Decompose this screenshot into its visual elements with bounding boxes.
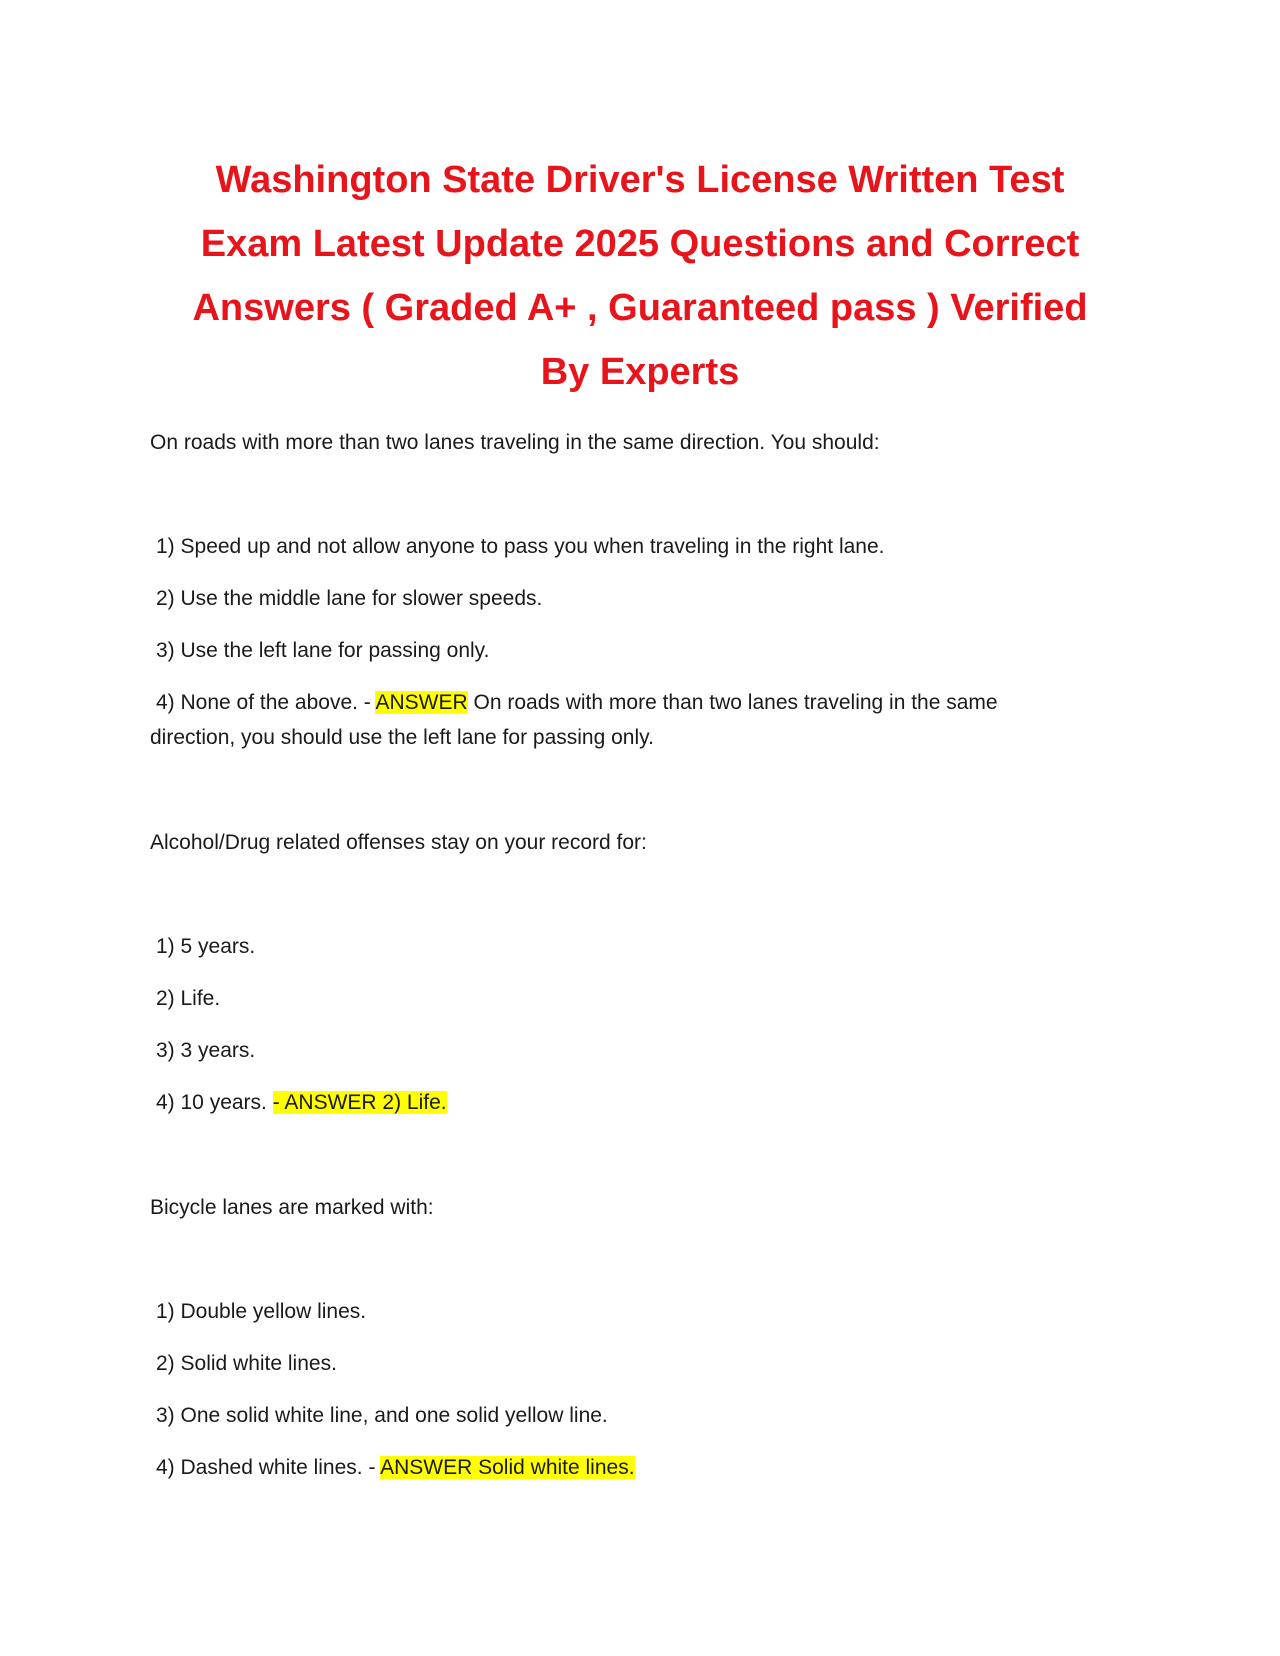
question-1-option-1: 1) Speed up and not allow anyone to pass you when traveling in the right lane.	[156, 535, 885, 558]
question-2-text: Alcohol/Drug related offenses stay on your record for:	[150, 831, 647, 854]
question-2-option-1: 1) 5 years.	[156, 935, 256, 958]
title-line-1: Washington State Driver's License Written Test	[215, 159, 1065, 201]
question-3-option-4-text: 4) Dashed white lines. -	[156, 1456, 381, 1479]
question-2-answer: - ANSWER 2) Life.	[272, 1091, 447, 1114]
question-1-answer-text: On roads with more than two lanes traveling in the same	[467, 691, 998, 714]
question-1-answer-label: ANSWER	[375, 691, 468, 714]
question-3-answer: ANSWER Solid white lines.	[380, 1456, 635, 1479]
question-1-text: On roads with more than two lanes traveling in the same direction. You should:	[150, 431, 880, 454]
question-1-answer-continuation: direction, you should use the left lane for passing only.	[150, 726, 654, 749]
question-3-option-1: 1) Double yellow lines.	[156, 1300, 367, 1323]
question-3-option-4	[156, 1450, 635, 1485]
question-3-option-3: 3) One solid white line, and one solid yellow line.	[156, 1404, 608, 1427]
title-line-2: Exam Latest Update 2025 Questions and Correct	[200, 223, 1080, 265]
question-2-option-3: 3) 3 years.	[156, 1039, 256, 1062]
question-1-option-3: 3) Use the left lane for passing only.	[156, 639, 490, 662]
title-line-4: By Experts	[540, 351, 740, 393]
question-2-option-4-text: 4) 10 years.	[156, 1091, 273, 1114]
document-title	[150, 148, 1130, 404]
question-3-option-2: 2) Solid white lines.	[156, 1352, 337, 1375]
question-1-option-2: 2) Use the middle lane for slower speeds.	[156, 587, 543, 610]
question-2-option-4	[156, 1085, 447, 1120]
question-1-option-4	[156, 685, 998, 720]
title-line-3: Answers ( Graded A+ , Guaranteed pass ) Verified	[192, 287, 1088, 329]
question-3-text: Bicycle lanes are marked with:	[150, 1196, 434, 1219]
question-1-option-4-text: 4) None of the above. -	[156, 691, 376, 714]
question-2-option-2: 2) Life.	[156, 987, 221, 1010]
